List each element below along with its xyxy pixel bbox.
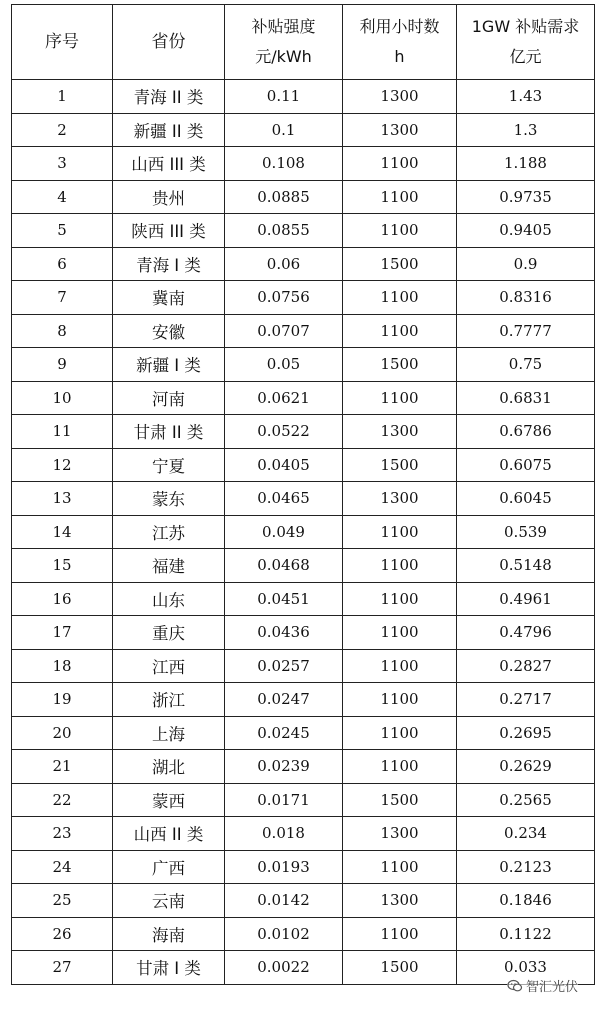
cell-province: 甘肃 I 类 bbox=[113, 951, 225, 985]
cell-utilization-hours: 1300 bbox=[343, 482, 457, 516]
cell-subsidy-intensity: 0.0022 bbox=[225, 951, 343, 985]
cell-province: 浙江 bbox=[113, 683, 225, 717]
cell-utilization-hours: 1500 bbox=[343, 448, 457, 482]
cell-province: 广西 bbox=[113, 850, 225, 884]
table-row bbox=[12, 582, 595, 616]
cell-subsidy-demand: 0.6786 bbox=[457, 415, 595, 449]
cell-subsidy-intensity: 0.06 bbox=[225, 247, 343, 281]
cell-index: 27 bbox=[12, 951, 113, 985]
cell-subsidy-demand: 0.75 bbox=[457, 348, 595, 382]
cell-index: 7 bbox=[12, 281, 113, 315]
table-row bbox=[12, 448, 595, 482]
cell-province: 甘肃 II 类 bbox=[113, 415, 225, 449]
table-row bbox=[12, 113, 595, 147]
cell-province: 蒙西 bbox=[113, 783, 225, 817]
cell-utilization-hours: 1100 bbox=[343, 214, 457, 248]
cell-province: 上海 bbox=[113, 716, 225, 750]
cell-subsidy-intensity: 0.0405 bbox=[225, 448, 343, 482]
cell-index: 8 bbox=[12, 314, 113, 348]
cell-index: 26 bbox=[12, 917, 113, 951]
header-row bbox=[12, 5, 595, 80]
header-utilization-hours bbox=[343, 5, 457, 80]
cell-province: 青海 I 类 bbox=[113, 247, 225, 281]
cell-index: 23 bbox=[12, 817, 113, 851]
cell-index: 4 bbox=[12, 180, 113, 214]
cell-utilization-hours: 1100 bbox=[343, 850, 457, 884]
cell-province: 安徽 bbox=[113, 314, 225, 348]
cell-subsidy-demand: 0.7777 bbox=[457, 314, 595, 348]
cell-index: 11 bbox=[12, 415, 113, 449]
table-row bbox=[12, 716, 595, 750]
cell-index: 15 bbox=[12, 549, 113, 583]
cell-subsidy-demand: 0.6075 bbox=[457, 448, 595, 482]
cell-subsidy-intensity: 0.0102 bbox=[225, 917, 343, 951]
cell-utilization-hours: 1100 bbox=[343, 649, 457, 683]
table-row bbox=[12, 917, 595, 951]
cell-utilization-hours: 1100 bbox=[343, 515, 457, 549]
table-row bbox=[12, 281, 595, 315]
cell-province: 重庆 bbox=[113, 616, 225, 650]
cell-index: 25 bbox=[12, 884, 113, 918]
cell-utilization-hours: 1100 bbox=[343, 917, 457, 951]
cell-utilization-hours: 1100 bbox=[343, 281, 457, 315]
cell-subsidy-demand: 0.2695 bbox=[457, 716, 595, 750]
cell-province: 山西 III 类 bbox=[113, 147, 225, 181]
table-row bbox=[12, 616, 595, 650]
cell-subsidy-intensity: 0.0621 bbox=[225, 381, 343, 415]
header-line: 利用小时数 bbox=[359, 17, 440, 36]
table-row bbox=[12, 180, 595, 214]
cell-index: 10 bbox=[12, 381, 113, 415]
cell-province: 福建 bbox=[113, 549, 225, 583]
cell-subsidy-demand: 0.2123 bbox=[457, 850, 595, 884]
cell-index: 21 bbox=[12, 750, 113, 784]
cell-subsidy-demand: 0.033 bbox=[457, 951, 595, 985]
cell-index: 17 bbox=[12, 616, 113, 650]
cell-utilization-hours: 1100 bbox=[343, 683, 457, 717]
subsidy-table bbox=[11, 4, 595, 985]
header-line: 亿元 bbox=[509, 47, 542, 66]
header-line: 1GW 补贴需求 bbox=[471, 17, 580, 36]
header-province bbox=[113, 5, 225, 80]
table-row bbox=[12, 750, 595, 784]
cell-subsidy-intensity: 0.0855 bbox=[225, 214, 343, 248]
cell-province: 云南 bbox=[113, 884, 225, 918]
cell-subsidy-demand: 0.9735 bbox=[457, 180, 595, 214]
cell-subsidy-demand: 0.4961 bbox=[457, 582, 595, 616]
cell-subsidy-intensity: 0.0245 bbox=[225, 716, 343, 750]
cell-index: 20 bbox=[12, 716, 113, 750]
cell-subsidy-demand: 0.5148 bbox=[457, 549, 595, 583]
table-row bbox=[12, 515, 595, 549]
table-row bbox=[12, 850, 595, 884]
table-row bbox=[12, 649, 595, 683]
header-line: 元/kWh bbox=[255, 47, 312, 66]
cell-utilization-hours: 1100 bbox=[343, 180, 457, 214]
header-line: h bbox=[394, 47, 405, 66]
cell-subsidy-demand: 0.8316 bbox=[457, 281, 595, 315]
cell-province: 蒙东 bbox=[113, 482, 225, 516]
cell-utilization-hours: 1500 bbox=[343, 348, 457, 382]
cell-subsidy-demand: 0.2629 bbox=[457, 750, 595, 784]
cell-subsidy-demand: 1.188 bbox=[457, 147, 595, 181]
table-row bbox=[12, 214, 595, 248]
cell-subsidy-demand: 0.2827 bbox=[457, 649, 595, 683]
cell-subsidy-intensity: 0.0239 bbox=[225, 750, 343, 784]
cell-subsidy-intensity: 0.11 bbox=[225, 80, 343, 114]
cell-province: 贵州 bbox=[113, 180, 225, 214]
cell-utilization-hours: 1300 bbox=[343, 884, 457, 918]
cell-province: 江西 bbox=[113, 649, 225, 683]
wechat-icon bbox=[507, 978, 523, 994]
cell-index: 14 bbox=[12, 515, 113, 549]
cell-province: 冀南 bbox=[113, 281, 225, 315]
cell-index: 24 bbox=[12, 850, 113, 884]
table-row bbox=[12, 783, 595, 817]
cell-province: 山东 bbox=[113, 582, 225, 616]
cell-subsidy-intensity: 0.1 bbox=[225, 113, 343, 147]
table-row bbox=[12, 314, 595, 348]
cell-subsidy-demand: 0.6045 bbox=[457, 482, 595, 516]
cell-subsidy-demand: 0.4796 bbox=[457, 616, 595, 650]
cell-utilization-hours: 1100 bbox=[343, 616, 457, 650]
cell-subsidy-intensity: 0.05 bbox=[225, 348, 343, 382]
table-row bbox=[12, 549, 595, 583]
cell-subsidy-demand: 1.3 bbox=[457, 113, 595, 147]
cell-subsidy-demand: 0.1846 bbox=[457, 884, 595, 918]
header-line: 补贴强度 bbox=[251, 17, 316, 36]
header-line: 省份 bbox=[151, 32, 186, 52]
cell-utilization-hours: 1100 bbox=[343, 147, 457, 181]
cell-subsidy-intensity: 0.0885 bbox=[225, 180, 343, 214]
cell-subsidy-demand: 0.9405 bbox=[457, 214, 595, 248]
cell-subsidy-intensity: 0.0171 bbox=[225, 783, 343, 817]
cell-province: 山西 II 类 bbox=[113, 817, 225, 851]
cell-subsidy-intensity: 0.0707 bbox=[225, 314, 343, 348]
cell-subsidy-intensity: 0.0465 bbox=[225, 482, 343, 516]
cell-province: 新疆 II 类 bbox=[113, 113, 225, 147]
cell-province: 湖北 bbox=[113, 750, 225, 784]
cell-province: 海南 bbox=[113, 917, 225, 951]
header-index bbox=[12, 5, 113, 80]
table-row bbox=[12, 247, 595, 281]
cell-subsidy-intensity: 0.0522 bbox=[225, 415, 343, 449]
watermark bbox=[507, 976, 578, 995]
cell-subsidy-intensity: 0.018 bbox=[225, 817, 343, 851]
cell-index: 1 bbox=[12, 80, 113, 114]
cell-province: 宁夏 bbox=[113, 448, 225, 482]
cell-province: 江苏 bbox=[113, 515, 225, 549]
header-line: 序号 bbox=[45, 32, 79, 52]
cell-subsidy-demand: 1.43 bbox=[457, 80, 595, 114]
cell-subsidy-intensity: 0.049 bbox=[225, 515, 343, 549]
cell-utilization-hours: 1500 bbox=[343, 783, 457, 817]
cell-index: 3 bbox=[12, 147, 113, 181]
cell-utilization-hours: 1100 bbox=[343, 582, 457, 616]
cell-index: 12 bbox=[12, 448, 113, 482]
cell-utilization-hours: 1100 bbox=[343, 750, 457, 784]
cell-utilization-hours: 1300 bbox=[343, 80, 457, 114]
cell-subsidy-demand: 0.2717 bbox=[457, 683, 595, 717]
cell-utilization-hours: 1100 bbox=[343, 549, 457, 583]
cell-index: 2 bbox=[12, 113, 113, 147]
cell-subsidy-demand: 0.2565 bbox=[457, 783, 595, 817]
watermark-text: 智汇光伏 bbox=[525, 980, 578, 995]
cell-province: 青海 II 类 bbox=[113, 80, 225, 114]
table-row bbox=[12, 415, 595, 449]
table-row bbox=[12, 884, 595, 918]
cell-subsidy-demand: 0.539 bbox=[457, 515, 595, 549]
cell-province: 河南 bbox=[113, 381, 225, 415]
cell-index: 19 bbox=[12, 683, 113, 717]
table-header bbox=[12, 5, 595, 80]
header-subsidy-demand bbox=[457, 5, 595, 80]
cell-utilization-hours: 1100 bbox=[343, 381, 457, 415]
cell-utilization-hours: 1100 bbox=[343, 314, 457, 348]
cell-subsidy-intensity: 0.0756 bbox=[225, 281, 343, 315]
cell-subsidy-intensity: 0.0142 bbox=[225, 884, 343, 918]
table-row bbox=[12, 348, 595, 382]
cell-index: 18 bbox=[12, 649, 113, 683]
cell-province: 新疆 I 类 bbox=[113, 348, 225, 382]
cell-utilization-hours: 1300 bbox=[343, 817, 457, 851]
table-row bbox=[12, 147, 595, 181]
table-row bbox=[12, 381, 595, 415]
table-body bbox=[12, 80, 595, 985]
cell-index: 16 bbox=[12, 582, 113, 616]
cell-subsidy-demand: 0.234 bbox=[457, 817, 595, 851]
cell-utilization-hours: 1500 bbox=[343, 247, 457, 281]
cell-subsidy-demand: 0.1122 bbox=[457, 917, 595, 951]
cell-utilization-hours: 1300 bbox=[343, 415, 457, 449]
cell-province: 陕西 III 类 bbox=[113, 214, 225, 248]
cell-subsidy-intensity: 0.0468 bbox=[225, 549, 343, 583]
table-row bbox=[12, 817, 595, 851]
cell-subsidy-demand: 0.9 bbox=[457, 247, 595, 281]
cell-utilization-hours: 1300 bbox=[343, 113, 457, 147]
document-page bbox=[11, 4, 594, 985]
cell-index: 13 bbox=[12, 482, 113, 516]
cell-utilization-hours: 1100 bbox=[343, 716, 457, 750]
cell-utilization-hours: 1500 bbox=[343, 951, 457, 985]
cell-index: 9 bbox=[12, 348, 113, 382]
cell-subsidy-demand: 0.6831 bbox=[457, 381, 595, 415]
header-subsidy-intensity bbox=[225, 5, 343, 80]
table-row bbox=[12, 683, 595, 717]
cell-index: 5 bbox=[12, 214, 113, 248]
cell-subsidy-intensity: 0.0451 bbox=[225, 582, 343, 616]
table-row bbox=[12, 80, 595, 114]
cell-subsidy-intensity: 0.0193 bbox=[225, 850, 343, 884]
cell-subsidy-intensity: 0.108 bbox=[225, 147, 343, 181]
cell-subsidy-intensity: 0.0436 bbox=[225, 616, 343, 650]
cell-subsidy-intensity: 0.0257 bbox=[225, 649, 343, 683]
cell-index: 6 bbox=[12, 247, 113, 281]
cell-index: 22 bbox=[12, 783, 113, 817]
cell-subsidy-intensity: 0.0247 bbox=[225, 683, 343, 717]
table-row bbox=[12, 482, 595, 516]
